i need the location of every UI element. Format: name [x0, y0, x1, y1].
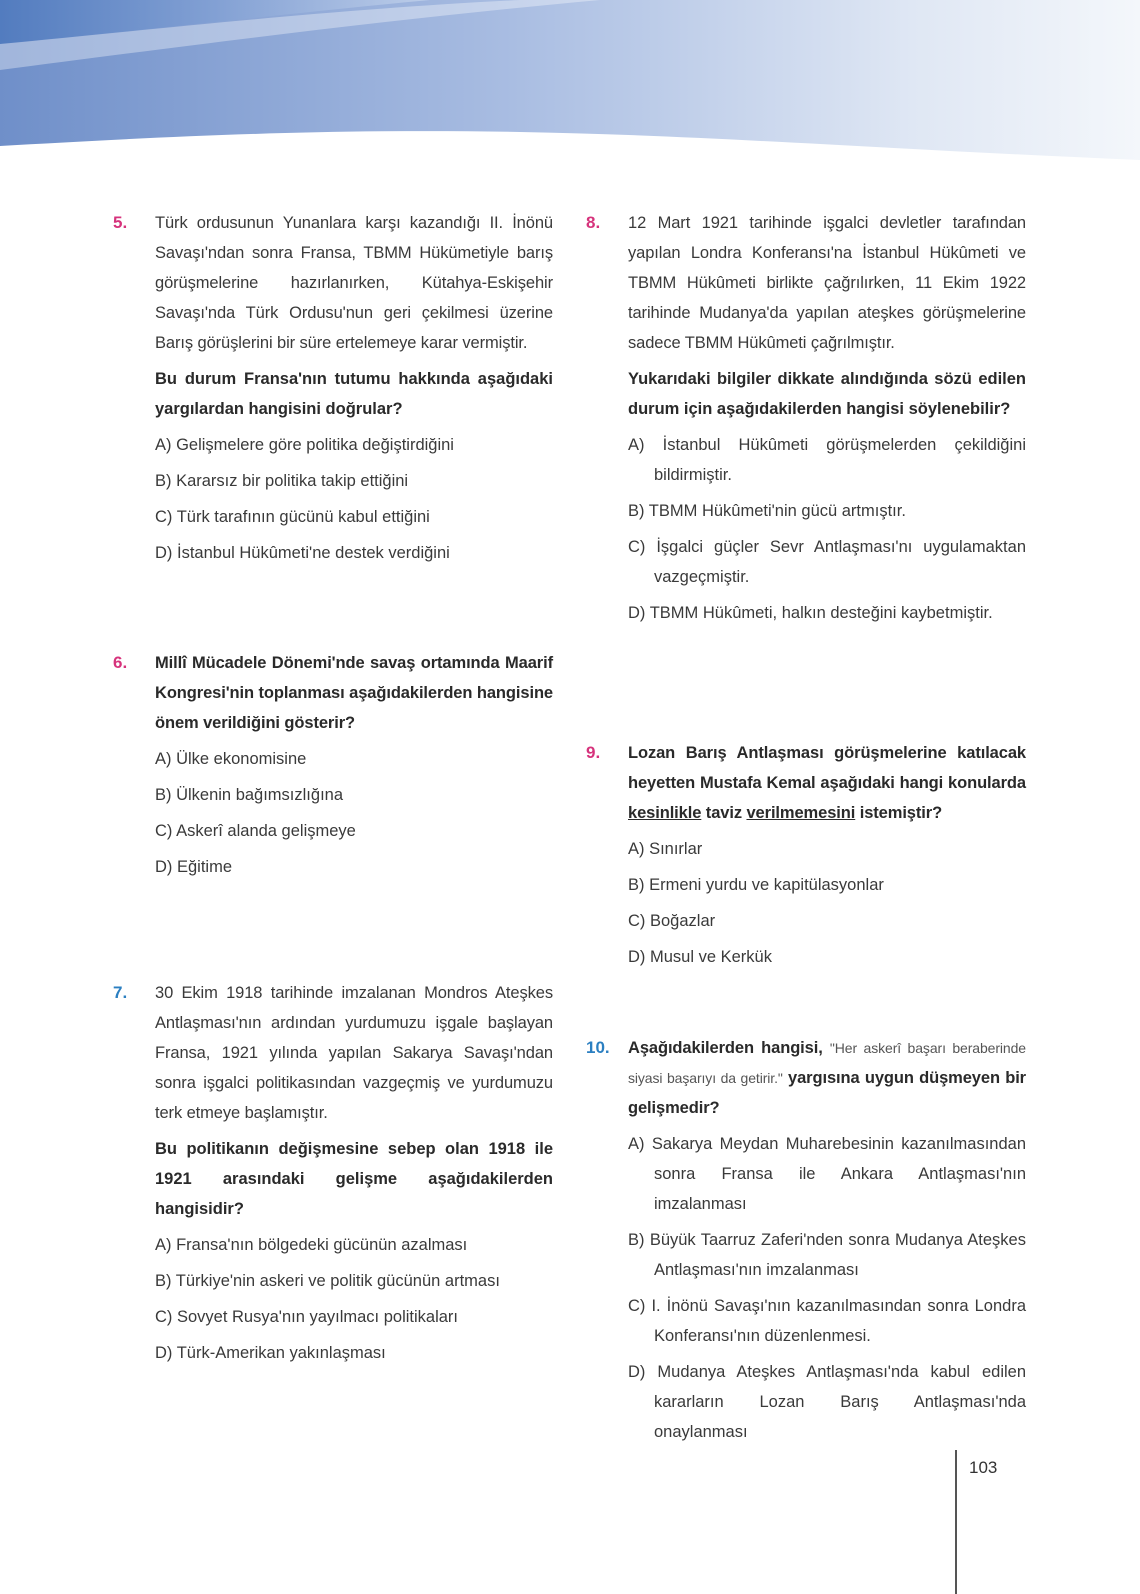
- option-b[interactable]: B) Kararsız bir politika takip ettiğini: [155, 472, 409, 490]
- option-b[interactable]: B) Ermeni yurdu ve kapitülasyonlar: [628, 876, 884, 894]
- option-c[interactable]: C) Askerî alanda gelişmeye: [155, 822, 356, 840]
- option-b[interactable]: B) TBMM Hükûmeti'nin gücü artmıştır.: [628, 502, 906, 520]
- options-list: [628, 834, 1026, 972]
- question-stem: 30 Ekim 1918 tarihinde imzalanan Mondros Ateşkes Antlaşması'nın ardından yurdumuzu işgale başlayan Fransa, 1921 yılında yapılan Sakarya Savaşı'ndan sonra işgalci politikasından vazgeçmiş ve yurdumuzu terk etmeye başlamıştır.: [155, 984, 553, 1122]
- question-number: 9.: [586, 743, 601, 762]
- header-banner: [0, 0, 1140, 200]
- question-prompt: Bu politikanın değişmesine sebep olan 1918 ile 1921 arasındaki gelişme aşağıdakilerden hangisidir?: [155, 1140, 553, 1218]
- options-list: [628, 1129, 1026, 1447]
- question-stem: [628, 1033, 1026, 1123]
- option-c[interactable]: C) Türk tarafının gücünü kabul ettiğini: [155, 508, 430, 526]
- option-b[interactable]: B) Büyük Taarruz Zaferi'nden sonra Mudanya Ateşkes Antlaşması'nın imzalanması: [628, 1231, 1026, 1279]
- option-d[interactable]: D) Musul ve Kerkük: [628, 948, 772, 966]
- stem-text: Lozan Barış Antlaşması görüşmelerine katılacak heyetten Mustafa Kemal aşağıdaki hangi konularda: [628, 744, 1026, 792]
- option-a[interactable]: A) Gelişmelere göre politika değiştirdiğini: [155, 436, 454, 454]
- options-list: [155, 430, 553, 568]
- question-7: [113, 978, 553, 1368]
- option-c[interactable]: C) Sovyet Rusya'nın yayılmacı politikaları: [155, 1308, 459, 1326]
- stem-underlined: kesinlikle: [628, 804, 702, 822]
- left-column: [113, 208, 553, 1374]
- question-number: 5.: [113, 213, 128, 232]
- option-d[interactable]: D) Türk-Amerikan yakınlaşması: [155, 1344, 386, 1362]
- question-number: 7.: [113, 983, 128, 1002]
- options-list: [155, 744, 553, 882]
- option-a[interactable]: A) Fransa'nın bölgedeki gücünün azalması: [155, 1236, 468, 1254]
- stem-underlined: verilmemesini: [746, 804, 856, 822]
- option-b[interactable]: B) Ülkenin bağımsızlığına: [155, 786, 344, 804]
- option-d[interactable]: D) Eğitime: [155, 858, 233, 876]
- page-number: 103: [969, 1458, 998, 1477]
- question-number: 6.: [113, 653, 128, 672]
- question-prompt: Bu durum Fransa'nın tutumu hakkında aşağıdaki yargılardan hangisini doğrular?: [155, 370, 553, 418]
- option-c[interactable]: C) I. İnönü Savaşı'nın kazanılmasından sonra Londra Konferansı'nın düzenlenmesi.: [628, 1297, 1026, 1345]
- stem-text: istemiştir?: [855, 804, 943, 822]
- option-d[interactable]: D) TBMM Hükûmeti, halkın desteğini kaybetmiştir.: [628, 604, 993, 622]
- page-rule: [955, 1450, 957, 1594]
- question-prompt: Yukarıdaki bilgiler dikkate alındığında sözü edilen durum için aşağıdakilerden hangisi söylenebilir?: [628, 370, 1026, 418]
- option-b[interactable]: B) Türkiye'nin askeri ve politik gücünün artması: [155, 1272, 500, 1290]
- stem-text: taviz: [701, 804, 747, 822]
- options-list: [155, 1230, 553, 1368]
- question-number: 8.: [586, 213, 601, 232]
- option-a[interactable]: A) Sakarya Meydan Muharebesinin kazanılmasından sonra Fransa ile Ankara Antlaşması'nın imzalanması: [628, 1135, 1026, 1213]
- option-d[interactable]: D) Mudanya Ateşkes Antlaşması'nda kabul edilen kararların Lozan Barış Antlaşması'nda onaylanması: [628, 1363, 1026, 1441]
- page-footer: [955, 1450, 1035, 1594]
- question-stem: [628, 738, 1026, 828]
- stem-text: yargısına uygun düşmeyen bir gelişmedir?: [628, 1069, 1026, 1117]
- option-a[interactable]: A) Sınırlar: [628, 840, 703, 858]
- option-a[interactable]: A) İstanbul Hükûmeti görüşmelerden çekildiğini bildirmiştir.: [628, 436, 1026, 484]
- question-8: [586, 208, 1026, 738]
- right-column: [586, 208, 1026, 1453]
- question-stem: 12 Mart 1921 tarihinde işgalci devletler tarafından yapılan Londra Konferansı'na İstanbul Hükûmeti ve TBMM Hükûmeti birlikte çağrılırken, 11 Ekim 1922 tarihinde Mudanya'da yapılan ateşkes görüşmelerine sadece TBMM Hükûmeti çağrılmıştır.: [628, 214, 1026, 352]
- question-number: 10.: [586, 1038, 610, 1057]
- question-stem: Millî Mücadele Dönemi'nde savaş ortamında Maarif Kongresi'nin toplanması aşağıdakilerden hangisine önem verildiğini gösterir?: [155, 654, 553, 732]
- question-5: [113, 208, 553, 648]
- stem-text: Aşağıdakilerden hangisi,: [628, 1039, 830, 1057]
- question-stem: Türk ordusunun Yunanlara karşı kazandığı II. İnönü Savaşı'ndan sonra Fransa, TBMM Hükümetiyle barış görüşmelerine hazırlanırken, Kütahya-Eskişehir Savaşı'nda Türk Ordusu'nun geri çekilmesi üzerine Barış görüşlerini bir süre ertelemeye karar vermiştir.: [155, 214, 553, 352]
- stem-quote: "Her askerî başarı beraberinde siyasi başarıyı da getirir.": [628, 1040, 1026, 1086]
- options-list: [628, 430, 1026, 628]
- question-6: [113, 648, 553, 978]
- question-9: [586, 738, 1026, 1033]
- question-10: [586, 1033, 1026, 1447]
- option-c[interactable]: C) İşgalci güçler Sevr Antlaşması'nı uygulamaktan vazgeçmiştir.: [628, 538, 1026, 586]
- option-c[interactable]: C) Boğazlar: [628, 912, 716, 930]
- option-d[interactable]: D) İstanbul Hükûmeti'ne destek verdiğini: [155, 544, 450, 562]
- option-a[interactable]: A) Ülke ekonomisine: [155, 750, 307, 768]
